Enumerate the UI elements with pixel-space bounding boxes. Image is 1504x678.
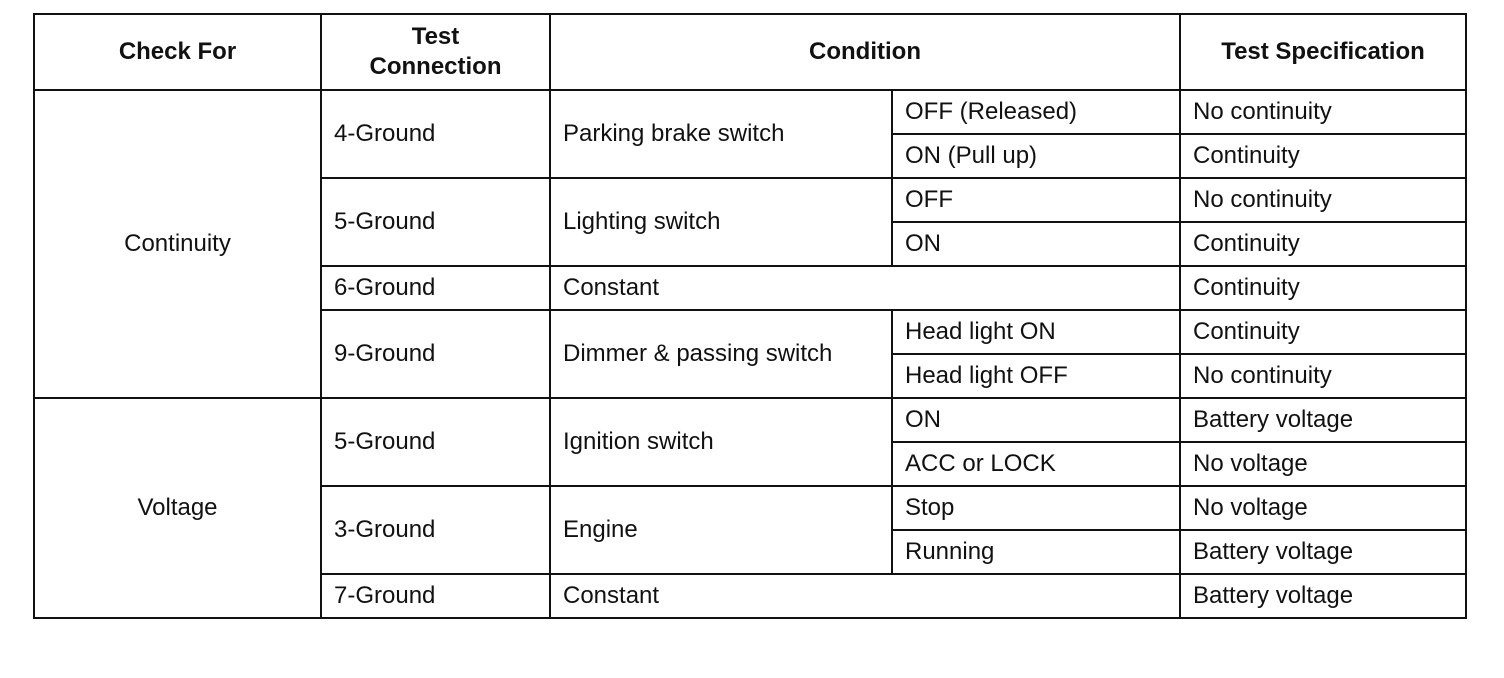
spec-cell: Battery voltage <box>1180 398 1466 442</box>
spec-cell: No continuity <box>1180 90 1466 134</box>
header-test-connection: Test Connection <box>321 14 550 90</box>
spec-cell: Battery voltage <box>1180 530 1466 574</box>
spec-cell: Continuity <box>1180 134 1466 178</box>
state-cell: OFF <box>892 178 1180 222</box>
condition-cell: Dimmer & passing switch <box>550 310 892 398</box>
header-condition: Condition <box>550 14 1180 90</box>
spec-cell: No voltage <box>1180 486 1466 530</box>
group-voltage: Voltage <box>34 398 321 618</box>
state-cell: OFF (Released) <box>892 90 1180 134</box>
header-row <box>34 14 1466 90</box>
state-cell: ON <box>892 222 1180 266</box>
condition-cell: Engine <box>550 486 892 574</box>
condition-cell: Parking brake switch <box>550 90 892 178</box>
spec-cell: Continuity <box>1180 310 1466 354</box>
table-row <box>34 398 1466 442</box>
group-continuity: Continuity <box>34 90 321 398</box>
spec-cell: Continuity <box>1180 266 1466 310</box>
connection-cell: 5-Ground <box>321 398 550 486</box>
state-cell: Stop <box>892 486 1180 530</box>
state-cell: ACC or LOCK <box>892 442 1180 486</box>
spec-cell: Continuity <box>1180 222 1466 266</box>
connection-cell: 6-Ground <box>321 266 550 310</box>
state-cell: Head light ON <box>892 310 1180 354</box>
connection-cell: 7-Ground <box>321 574 550 618</box>
connection-cell: 3-Ground <box>321 486 550 574</box>
connection-cell: 9-Ground <box>321 310 550 398</box>
condition-cell: Ignition switch <box>550 398 892 486</box>
spec-cell: No voltage <box>1180 442 1466 486</box>
condition-cell: Lighting switch <box>550 178 892 266</box>
state-cell: ON <box>892 398 1180 442</box>
spec-cell: No continuity <box>1180 178 1466 222</box>
header-test-specification: Test Specification <box>1180 14 1466 90</box>
condition-cell: Constant <box>550 266 1180 310</box>
condition-cell: Constant <box>550 574 1180 618</box>
state-cell: Running <box>892 530 1180 574</box>
spec-cell: No continuity <box>1180 354 1466 398</box>
connection-cell: 4-Ground <box>321 90 550 178</box>
spec-cell: Battery voltage <box>1180 574 1466 618</box>
state-cell: Head light OFF <box>892 354 1180 398</box>
connection-cell: 5-Ground <box>321 178 550 266</box>
state-cell: ON (Pull up) <box>892 134 1180 178</box>
table-row <box>34 90 1466 134</box>
test-specification-table <box>33 13 1467 619</box>
header-check-for: Check For <box>34 14 321 90</box>
